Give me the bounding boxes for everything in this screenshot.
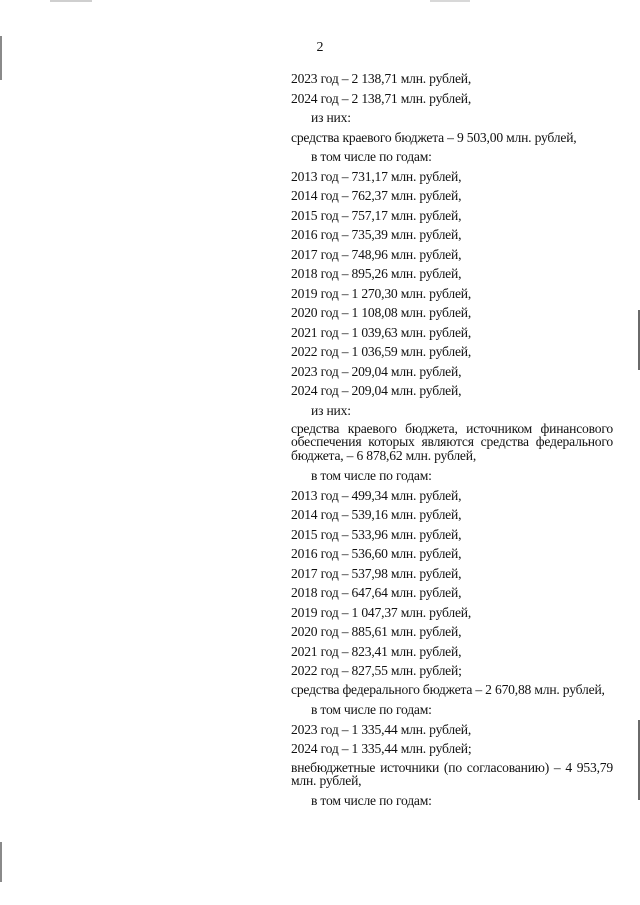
- paragraph: средства федерального бюджета – 2 670,88 млн. рублей,: [291, 681, 605, 697]
- text-line: 2020 год – 885,61 млн. рублей,: [291, 624, 462, 640]
- text-line: 2018 год – 647,64 млн. рублей,: [291, 585, 462, 601]
- text-line: 2023 год – 2 138,71 млн. рублей,: [291, 71, 472, 86]
- page-number: 2: [316, 40, 324, 55]
- paragraph: средства краевого бюджета, источником финансового обеспечения которых являются средства федерального бюджета, – 6 878,62 млн. рублей,: [291, 421, 613, 463]
- scan-top-edge: [0, 0, 640, 2]
- text-line: 2022 год – 1 036,59 млн. рублей,: [291, 344, 472, 359]
- text-line: 2021 год – 1 039,63 млн. рублей,: [291, 324, 472, 340]
- text-line: 2015 год – 533,96 млн. рублей,: [291, 526, 462, 542]
- subheading-line: в том числе по годам:: [311, 702, 432, 718]
- text-line: 2023 год – 1 335,44 млн. рублей,: [291, 721, 472, 737]
- text-line: 2018 год – 895,26 млн. рублей,: [291, 266, 462, 281]
- text-line: 2017 год – 748,96 млн. рублей,: [291, 246, 462, 262]
- text-line: 2014 год – 539,16 млн. рублей,: [291, 507, 462, 523]
- text-line: 2013 год – 731,17 млн. рублей,: [291, 168, 462, 184]
- text-line: 2013 год – 499,34 млн. рублей,: [291, 487, 462, 503]
- subheading-line: из них:: [311, 402, 351, 418]
- text-line: 2024 год – 209,04 млн. рублей,: [291, 383, 462, 398]
- text-line: 2021 год – 823,41 млн. рублей,: [291, 643, 462, 659]
- text-line: 2022 год – 827,55 млн. рублей;: [291, 663, 462, 679]
- text-line: средства краевого бюджета – 9 503,00 млн. рублей,: [291, 129, 577, 145]
- text-line: 2023 год – 209,04 млн. рублей,: [291, 363, 462, 379]
- scan-left-margin-mark: [0, 842, 2, 882]
- subheading-line: в том числе по годам:: [311, 149, 432, 164]
- text-line: 2020 год – 1 108,08 млн. рублей,: [291, 305, 472, 320]
- text-line: 2016 год – 536,60 млн. рублей,: [291, 546, 462, 562]
- text-line: 2015 год – 757,17 млн. рублей,: [291, 207, 462, 223]
- text-line: 2024 год – 2 138,71 млн. рублей,: [291, 90, 472, 106]
- document-body: [291, 71, 613, 813]
- paragraph: внебюджетные источники (по согласованию) – 4 953,79 млн. рублей,: [291, 759, 613, 789]
- subheading-line: в том числе по годам:: [311, 793, 432, 809]
- text-line: 2014 год – 762,37 млн. рублей,: [291, 188, 462, 203]
- text-line: 2024 год – 1 335,44 млн. рублей;: [291, 741, 472, 757]
- subheading-line: в том числе по годам:: [311, 468, 432, 484]
- text-line: 2019 год – 1 047,37 млн. рублей,: [291, 604, 472, 620]
- text-line: 2016 год – 735,39 млн. рублей,: [291, 227, 462, 242]
- text-line: 2019 год – 1 270,30 млн. рублей,: [291, 285, 472, 301]
- text-line: 2017 год – 537,98 млн. рублей,: [291, 565, 462, 581]
- subheading-line: из них:: [311, 110, 351, 125]
